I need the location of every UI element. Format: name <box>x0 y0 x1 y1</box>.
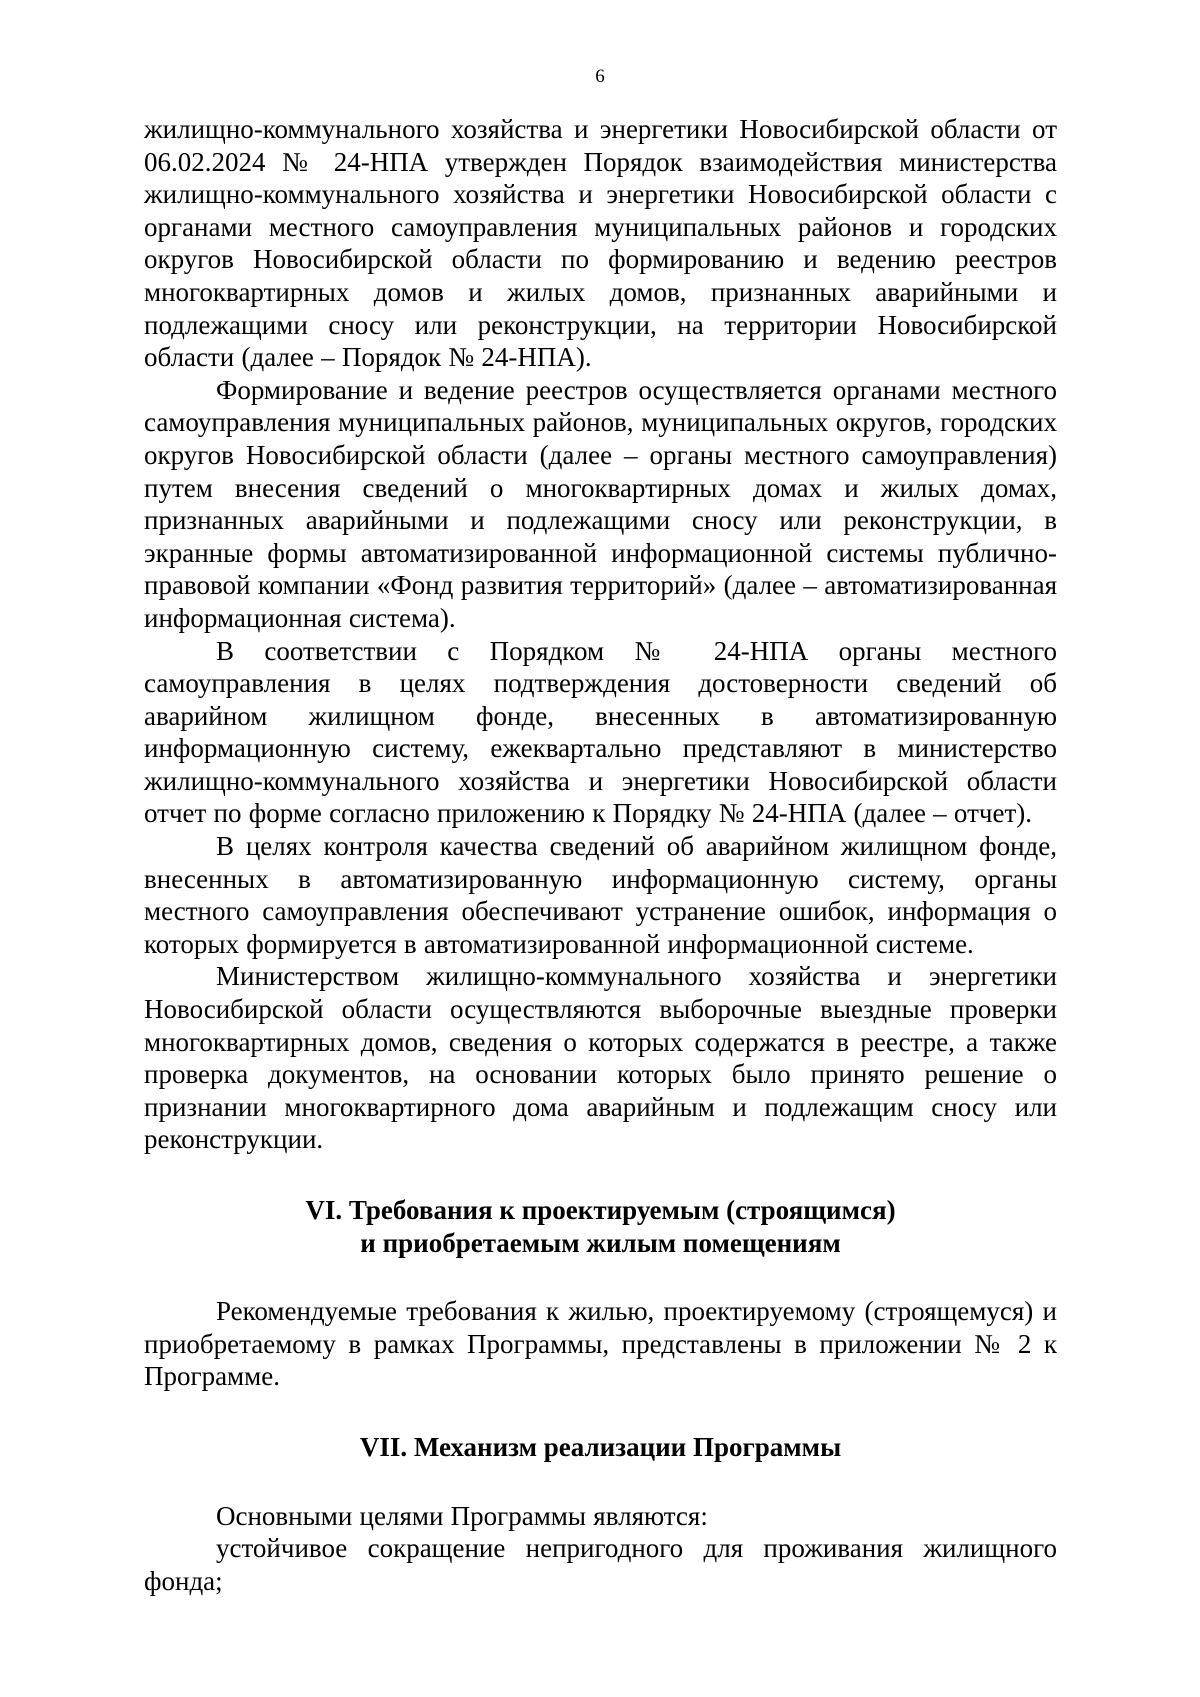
paragraph-intro-continuation: жилищно-коммунального хозяйства и энергетики Новосибирской области от 06.02.2024 № 24-НПА утвержден Порядок взаимодействия министерства жилищно-коммунального хозяйства и энергетики Новосибирской области с органами местного самоуправления муниципальных районов и городских округов Новосибирской области по формированию и ведению реестров многоквартирных домов и жилых домов, признанных аварийными и подлежащими сносу или реконструкции, на территории Новосибирской области (далее – Порядок № 24-НПА). <box>144 114 1057 373</box>
section-6-heading-line-1: VI. Требования к проектируемым (строящимся) <box>305 1195 896 1225</box>
section-6-heading <box>144 1194 1057 1259</box>
page-number: 6 <box>595 66 605 87</box>
paragraph-registry-formation: Формирование и ведение реестров осуществляется органами местного самоуправления муниципальных районов, муниципальных округов, городских округов Новосибирской области (далее – органы местного самоуправления) путем внесения сведений о многоквартирных домах и жилых домах, признанных аварийными и подлежащими сносу или реконструкции, в экранные формы автоматизированной информационной системы публично-правовой компании «Фонд развития территорий» (далее – автоматизированная информационная система). <box>144 374 1057 633</box>
section-7-heading: VII. Механизм реализации Программы <box>359 1431 842 1462</box>
section-6-heading-line-2: и приобретаемым жилым помещениям <box>360 1227 841 1258</box>
section-6-paragraph: Рекомендуемые требования к жилью, проектируемому (строящемуся) и приобретаемому в рамках Программы, представлены в приложении № 2 к Программе. <box>144 1296 1057 1392</box>
paragraph-inspections: Министерством жилищно-коммунального хозяйства и энергетики Новосибирской области осуществляются выборочные выездные проверки многоквартирных домов, сведения о которых содержатся в реестре, а также проверка документов, на основании которых было принято решение о признании многоквартирного дома аварийным и подлежащим сносу или реконструкции. <box>144 961 1057 1155</box>
section-7-paragraph-goal-1: устойчивое сокращение непригодного для проживания жилищного фонда; <box>144 1533 1057 1596</box>
section-7-paragraph-goals: Основными целями Программы являются: <box>216 1500 708 1531</box>
document-body <box>144 113 1057 1597</box>
paragraph-reporting: В соответствии с Порядком № 24-НПА органы местного самоуправления в целях подтверждения достоверности сведений об аварийном жилищном фонде, внесенных в автоматизированную информационную систему, ежеквартально представляют в министерство жилищно-коммунального хозяйства и энергетики Новосибирской области отчет по форме согласно приложению к Порядку № 24-НПА (далее – отчет). <box>144 635 1057 829</box>
paragraph-quality-control: В целях контроля качества сведений об аварийном жилищном фонде, внесенных в автоматизированную информационную систему, органы местного самоуправления обеспечивают устранение ошибок, информация о которых формируется в автоматизированной информационной системе. <box>144 831 1057 959</box>
